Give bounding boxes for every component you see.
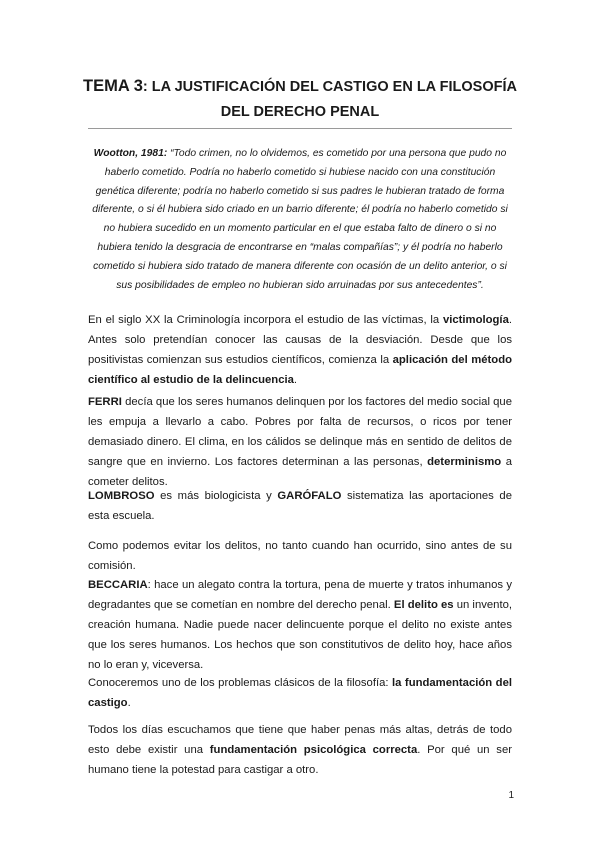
- p7-bold-1: fundamentación psicológica correcta: [209, 744, 418, 756]
- title-rest: : LA JUSTIFICACIÓN DEL CASTIGO EN LA FILOSOFÍA DEL DERECHO PENAL: [142, 79, 517, 120]
- p1-bold-1: victimología: [442, 314, 509, 326]
- paragraph-ferri: [88, 392, 512, 492]
- p2-bold-2: determinismo: [427, 456, 502, 468]
- p2-bold-1: FERRI: [88, 396, 122, 408]
- p3-text-1: es más biologicista y: [154, 490, 278, 502]
- p2-text-2: a cometer delitos.: [88, 456, 513, 488]
- paragraph-penas: [88, 720, 512, 780]
- p3-text-2: sistematiza las aportaciones de esta escuela.: [88, 490, 513, 522]
- title-tema: TEMA 3: [83, 77, 143, 95]
- p2-text-1: decía que los seres humanos delinquen por los factores del medio social que les empuja a llevarlo a cabo. Pobres por falta de recursos, o ricos por tener demasiado dinero. El clima, en los cálidos se delinque más en sentido de delitos de sangre que en invierno. Los factores determinan a las personas,: [88, 396, 512, 468]
- p5-text-1: : hace un alegato contra la tortura, pena de muerte y tratos inhumanos y degradantes que se cometían en nombre del derecho penal.: [88, 579, 512, 611]
- p6-text-2: .: [127, 697, 131, 709]
- title-divider: [88, 128, 512, 129]
- quote-block: [88, 145, 512, 295]
- p3-bold-1: LOMBROSO: [88, 490, 155, 502]
- p1-text-1: En el siglo XX la Criminología incorpora el estudio de las víctimas, la: [88, 314, 443, 326]
- p1-text-3: .: [293, 374, 298, 386]
- p7-text-2: . Por qué un ser humano tiene la potestad para castigar a otro.: [88, 744, 512, 776]
- p5-text-2: un invento, creación humana. Nadie puede nacer delincuente porque el delito no existe antes que los seres humanos. Los hechos que son constitutivos de delito hoy, hace años no lo eran y, viceversa.: [88, 599, 512, 671]
- p3-bold-2: GARÓFALO: [277, 490, 342, 502]
- p4-text-1: Como podemos evitar los delitos, no tanto cuando han ocurrido, sino antes de su comisión.: [88, 540, 512, 572]
- p6-bold-1: la fundamentación del castigo: [88, 677, 512, 709]
- p1-bold-2: aplicación del método científico al estudio de la delincuencia: [88, 354, 513, 386]
- paragraph-evitar-delitos: [88, 536, 512, 576]
- page-number: 1: [508, 790, 514, 801]
- paragraph-beccaria: [88, 575, 512, 675]
- p7-text-1: Todos los días escuchamos que tiene que haber penas más altas, detrás de todo esto debe existir una: [88, 724, 512, 756]
- p6-text-1: Conoceremos uno de los problemas clásicos de la filosofía:: [88, 677, 393, 689]
- p5-bold-2: El delito es: [393, 599, 454, 611]
- paragraph-victimologia: [88, 310, 512, 390]
- quote-text: “Todo crimen, no lo olvidemos, es cometido por una persona que pudo no haberlo cometido. Podría no haberlo cometido si hubiese nacido con una constitución genética diferente; podría no haberlo cometido si sus padres le hubieran tratado de forma diferente, o si él hubiera sido criado en un barrio diferente; él podría no haberlo cometido si no hubiera sucedido en un momento particular en el que estaba falto de dinero o si no hubiera tenido la desgracia de encontrarse en “malas compañías”; y él podría no haberlo cometido si hubiera sido tratado de manera diferente con ocasión de un delito anterior, o si sus posibilidades de empleo no hubieran sido arruinadas por sus antecedentes”.: [92, 148, 508, 291]
- p5-bold-1: BECCARIA: [88, 579, 148, 591]
- quote-author: Wootton, 1981:: [93, 148, 168, 159]
- page-title: [70, 74, 530, 125]
- p1-text-2: . Antes solo pretendían conocer las causas de la desviación. Desde que los positivistas comienzan sus estudios científicos, comienza la: [88, 314, 512, 366]
- paragraph-fundamentacion: [88, 673, 512, 713]
- paragraph-lombroso: [88, 486, 512, 526]
